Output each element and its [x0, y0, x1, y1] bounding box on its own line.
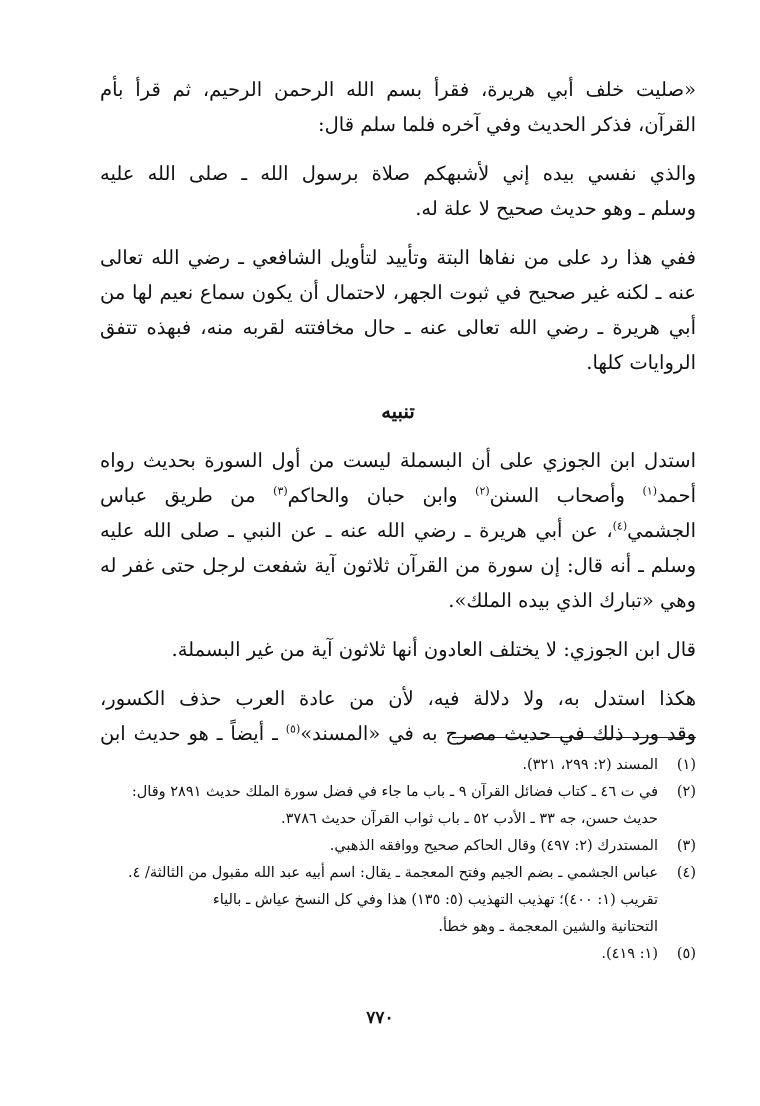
text-line: ففي هذا رد على من نفاها البتة وتأييد لتأويل الشافعي ـ رضي الله تعالى	[100, 246, 696, 269]
footnote-number: (١)	[676, 757, 696, 773]
text-line	[100, 716, 696, 751]
footnote-text	[100, 860, 658, 941]
footnote-line: التحتانية والشين المعجمة ـ وهو خطأ.	[438, 919, 658, 935]
main-text	[100, 72, 696, 765]
section-heading: تنبيه	[381, 400, 415, 423]
text-line: استدل ابن الجوزي على أن البسملة ليست من أول السورة بحديث رواه	[100, 449, 696, 472]
footnote-5	[100, 941, 696, 968]
text-line: والذي نفسي بيده إني لأشبهكم صلاة برسول الله ـ صلى الله عليه	[100, 162, 696, 185]
footnote-number: (٣)	[676, 838, 696, 854]
footnote-3	[100, 833, 696, 860]
footnote-line: المسند (٢: ٢٩٩، ٣٢١).	[522, 757, 658, 773]
footnote-text	[100, 779, 658, 833]
text-line	[100, 478, 696, 513]
text-line: وسلم ـ أنه قال: إن سورة من القرآن ثلاثون آية شفعت لرجل حتى غفر له	[100, 554, 696, 577]
text-segment: أحمد	[657, 484, 696, 507]
footnote-1	[100, 752, 696, 779]
text-segment: وابن حبان والحاكم	[287, 484, 476, 507]
footnote-number: (٢)	[676, 784, 696, 800]
footnote-text	[100, 833, 658, 860]
text-line: وهي «تبارك الذي بيده الملك».	[448, 589, 696, 612]
footnote-line: (١: ٤١٩).	[601, 946, 658, 962]
footnote-text	[100, 752, 658, 779]
paragraph-4	[100, 443, 696, 618]
text-segment: من طريق عباس	[100, 484, 274, 507]
footnote-line: حديث حسن، جه ٣٣ ـ الأدب ٥٢ ـ باب ثواب القرآن حديث ٣٧٨٦.	[281, 811, 658, 827]
text-line	[100, 513, 696, 548]
paragraph-3	[100, 240, 696, 380]
footnote-text	[100, 941, 658, 968]
text-segment: الجشمي	[627, 519, 696, 542]
footnote-ref-1[interactable]: (١)	[642, 484, 658, 498]
text-line: وسلم ـ وهو حديث صحيح لا علة له.	[415, 197, 696, 220]
footnote-ref-5[interactable]: (٥)	[285, 722, 301, 736]
text-line: أبي هريرة ـ رضي الله تعالى عنه ـ حال مخافتته لقربه منه، فبهذه تتفق	[100, 316, 696, 339]
footnote-ref-2[interactable]: (٢)	[475, 484, 490, 498]
footnote-line: المستدرك (٢: ٤٩٧) وقال الحاكم صحيح ووافقه الذهبي.	[329, 838, 658, 854]
text-segment: ، عن أبي هريرة ـ رضي الله عنه ـ عن النبي ـ صلى الله عليه	[100, 519, 613, 542]
footnote-number: (٤)	[676, 865, 696, 881]
footnote-line: في ت ٤٦ ـ كتاب فضائل القرآن ٩ ـ باب ما جاء في فضل سورة الملك حديث ٢٨٩١ وقال:	[131, 784, 658, 800]
footnote-line: عباس الجشمي ـ بضم الجيم وفتح المعجمة ـ يقال: اسم أبيه عبد الله مقبول من الثالثة/ ٤.	[127, 865, 658, 881]
footnote-line: تقريب (١: ٤٠٠)؛ تهذيب التهذيب (٥: ١٣٥) هذا وفي كل النسخ عياش ـ بالياء	[212, 892, 658, 908]
text-line: هكذا استدل به، ولا دلالة فيه، لأن من عادة العرب حذف الكسور،	[100, 687, 696, 710]
text-segment: وقد ورد ذلك في حديث مصرح به في «المسند»	[300, 722, 696, 745]
footnote-ref-4[interactable]: (٤)	[612, 519, 628, 533]
paragraph-1	[100, 72, 696, 142]
paragraph-2	[100, 156, 696, 226]
paragraph-6	[100, 681, 696, 751]
footnote-2	[100, 779, 696, 833]
text-line: عنه ـ لكنه غير صحيح في ثبوت الجهر، لاحتمال أن يكون سماع نعيم لها من	[100, 281, 696, 304]
footnote-ref-3[interactable]: (٣)	[273, 484, 288, 498]
footnote-separator	[452, 737, 696, 738]
text-line: القرآن، فذكر الحديث وفي آخره فلما سلم قال:	[318, 113, 696, 136]
paragraph-5	[100, 632, 696, 667]
text-line: «صليت خلف أبي هريرة، فقرأ بسم الله الرحمن الرحيم، ثم قرأ بأم	[100, 78, 696, 101]
footnotes	[100, 752, 696, 968]
footnote-4	[100, 860, 696, 941]
text-line: قال ابن الجوزي: لا يختلف العادون أنها ثلاثون آية من غير البسملة.	[171, 638, 696, 661]
footnote-number: (٥)	[676, 946, 696, 962]
text-line: الروايات كلها.	[586, 351, 696, 374]
text-segment: ـ أيضاً ـ هو حديث ابن	[100, 722, 286, 745]
text-segment: وأصحاب السنن	[489, 484, 643, 507]
page-number: ٧٧٠	[366, 1008, 394, 1028]
